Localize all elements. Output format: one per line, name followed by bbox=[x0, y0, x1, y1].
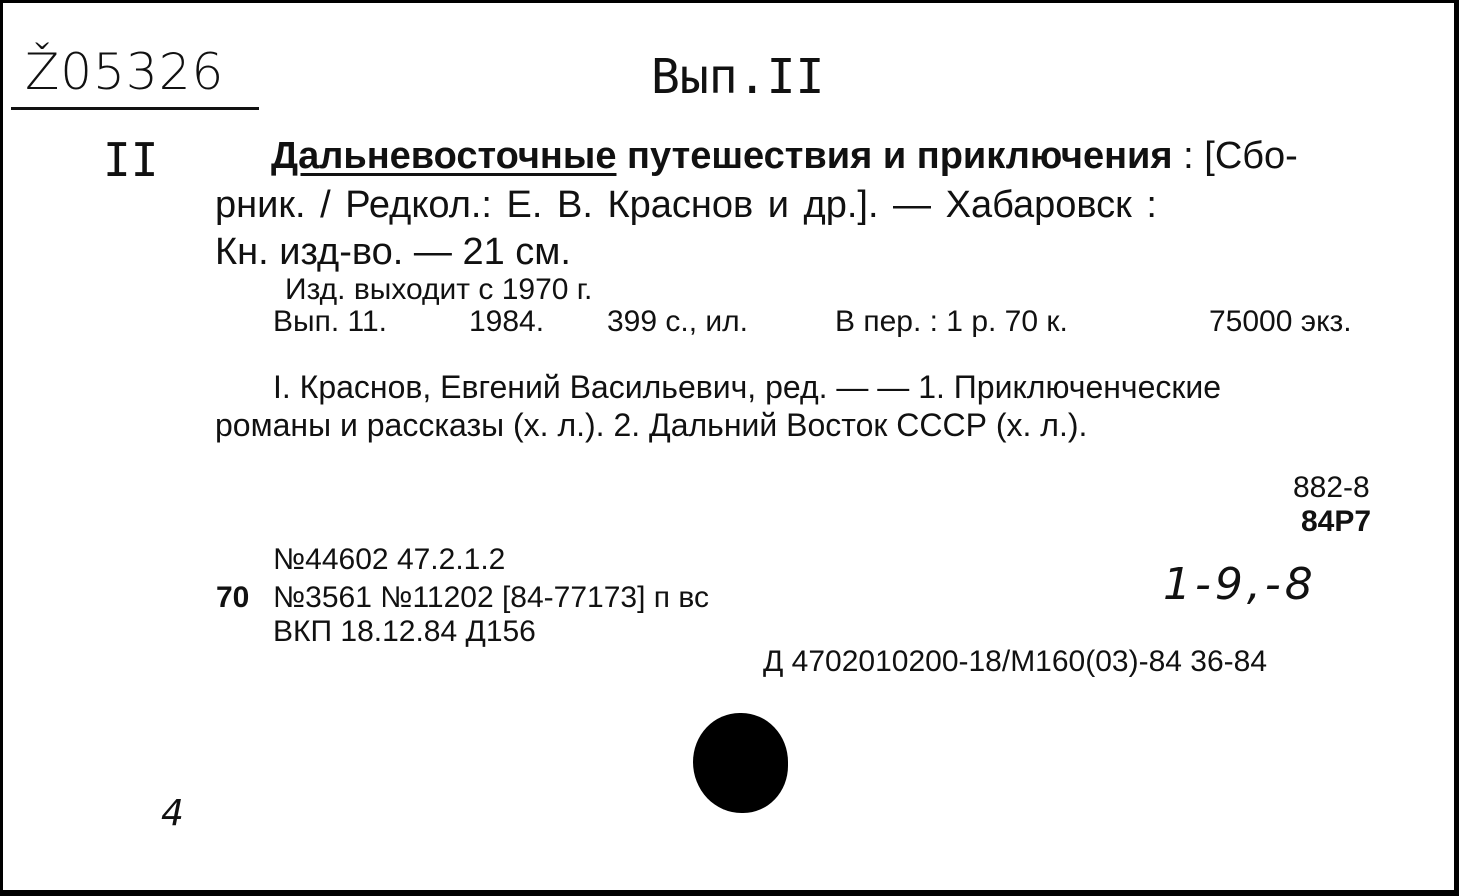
catalog-card bbox=[3, 3, 1454, 890]
class-code-2: 84Р7 bbox=[1301, 505, 1372, 538]
handwritten-code: 1-9,-8 bbox=[1163, 559, 1317, 610]
publication-note: Изд. выходит с 1970 г. bbox=[285, 273, 593, 306]
corner-mark: 4 bbox=[161, 793, 184, 834]
call-number-underline bbox=[11, 107, 259, 110]
class-code-1: 882-8 bbox=[1293, 471, 1370, 504]
publisher-code: Д 4702010200-18/М160(03)-84 36-84 bbox=[763, 645, 1268, 678]
registration-line-2: №3561 №11202 [84-77173] п вс bbox=[273, 581, 709, 614]
issue-pages: 399 с., ил. bbox=[607, 305, 748, 338]
issue-header: Вып.II bbox=[651, 49, 825, 105]
issue-price: В пер. : 1 р. 70 к. bbox=[835, 305, 1068, 338]
issue-copies: 75000 экз. bbox=[1209, 305, 1352, 338]
title-line-2: рник. / Редкол.: Е. В. Краснов и др.]. — Хабаровск : bbox=[215, 184, 1157, 226]
title-rest: путешествия и приключения bbox=[616, 135, 1173, 177]
registration-prefix: 70 bbox=[216, 581, 250, 614]
registration-line-3: ВКП 18.12.84 Д156 bbox=[273, 615, 536, 648]
shelf-mark: II bbox=[103, 133, 159, 187]
subjects-line-1: I. Краснов, Евгений Васильевич, ред. — — 1. Приключенческие bbox=[273, 369, 1222, 405]
title-line-1 bbox=[271, 135, 1298, 178]
subjects-line-2: романы и рассказы (х. л.). 2. Дальний Восток СССР (х. л.). bbox=[215, 407, 1088, 443]
issue-volume: Вып. 11. bbox=[273, 305, 387, 338]
title-tail: : [Сбо- bbox=[1172, 135, 1298, 177]
issue-year: 1984. bbox=[469, 305, 545, 338]
call-number: Ž05326 bbox=[25, 43, 225, 101]
title-underlined: Дальневосточные bbox=[271, 135, 617, 177]
registration-line-1: №44602 47.2.1.2 bbox=[273, 543, 506, 576]
title-line-3: Кн. изд-во. — 21 см. bbox=[215, 231, 571, 273]
punch-hole bbox=[693, 713, 788, 813]
